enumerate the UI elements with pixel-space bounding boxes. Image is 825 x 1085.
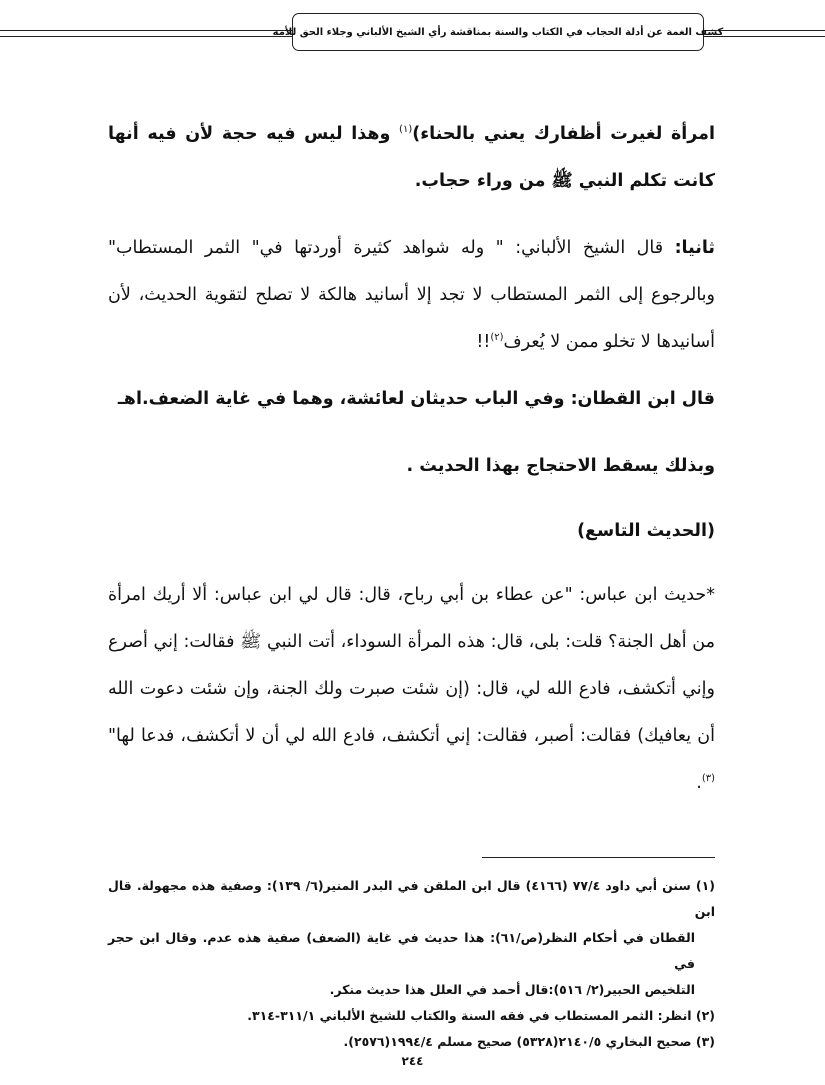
paragraph-1-text-a: امرأة لغيرت أظفارك يعني بالحناء) xyxy=(412,124,715,144)
footnote-1-line-3: التلخيص الحبير(٢/ ٥١٦):قال أحمد في العلل هذا حديث منكر. xyxy=(329,982,695,997)
paragraph-2-text-a: قال الشيخ الألباني: " وله شواهد كثيرة أوردتها في" الثمر المستطاب" وبالرجوع إلى الثمر المستطاب لا تجد إلا أسانيد هالكة لا تصلح لتقوية الحديث، لأن أسانيدها لا تخلو ممن لا يُعرف xyxy=(108,238,715,352)
footnotes xyxy=(108,873,715,1055)
paragraph-3: قال ابن القطان: وفي الباب حديثان لعائشة، وهما في غاية الضعف.اهـ xyxy=(117,389,715,409)
footnote-1-line-1: (١) سنن أبي داود ٧٧/٤ (٤١٦٦) قال ابن الملقن في البدر المنير(٦/ ١٣٩): وصفية هذه مجهولة. قال ابن xyxy=(108,878,715,919)
paragraph-6 xyxy=(108,572,715,807)
footnote-ref-1: (١) xyxy=(399,124,413,136)
paragraph-2-lead: ثانيا: xyxy=(674,238,715,258)
footnote-ref-3: (٣) xyxy=(701,773,715,785)
footnote-separator xyxy=(482,857,715,858)
footnote-ref-2: (٢) xyxy=(490,332,504,344)
footnote-2: (٢) انظر: الثمر المستطاب في فقه السنة والكتاب للشيخ الألباني ٣١١/١-٣١٤. xyxy=(247,1008,715,1023)
running-header xyxy=(272,13,724,51)
paragraph-6-text-a: *حديث ابن عباس: "عن عطاء بن أبي رباح، قال: قال لي ابن عباس: ألا أريك امرأة من أهل الجنة؟ قلت: بلى، قال: هذه المرأة السوداء، أتت النبي ﷺ فقالت: إني أصرع وإني أتكشف، فادع الله لي، قال: (إن شئت صبرت ولك الجنة، وإن شئت دعوت الله أن يعافيك) فقالت: أصبر، فقالت: إني أتكشف، فادع الله لي أن لا أتكشف، فدعا لها" xyxy=(108,585,715,746)
page-number: ٢٤٤ xyxy=(401,1054,424,1068)
paragraph-2-text-b: !! xyxy=(476,332,491,352)
section-heading: (الحديث التاسع) xyxy=(577,521,715,541)
paragraph-1 xyxy=(108,111,715,205)
footnote-1-line-2: القطان في أحكام النظر(ص/٦١): هذا حديث في غاية (الضعف) صفية هذه عدم. وقال ابن حجر في xyxy=(108,930,695,971)
footnote-3: (٣) صحيح البخاري ٢١٤٠/٥(٥٣٢٨) صحيح مسلم ١٩٩٤/٤(٢٥٧٦). xyxy=(343,1034,715,1049)
paragraph-2 xyxy=(108,225,715,366)
running-header-title: كشف الغمة عن أدلة الحجاب في الكتاب والسنة بمناقشة رأي الشيخ الألباني وجلاء الحق للأمة xyxy=(272,26,724,38)
paragraph-4: وبذلك يسقط الاحتجاج بهذا الحديث . xyxy=(406,456,715,476)
paragraph-6-text-b: . xyxy=(696,773,702,793)
paragraph-1-text-b: وهذا ليس فيه حجة لأن فيه أنها كانت تكلم النبي ﷺ من وراء حجاب. xyxy=(108,124,715,191)
